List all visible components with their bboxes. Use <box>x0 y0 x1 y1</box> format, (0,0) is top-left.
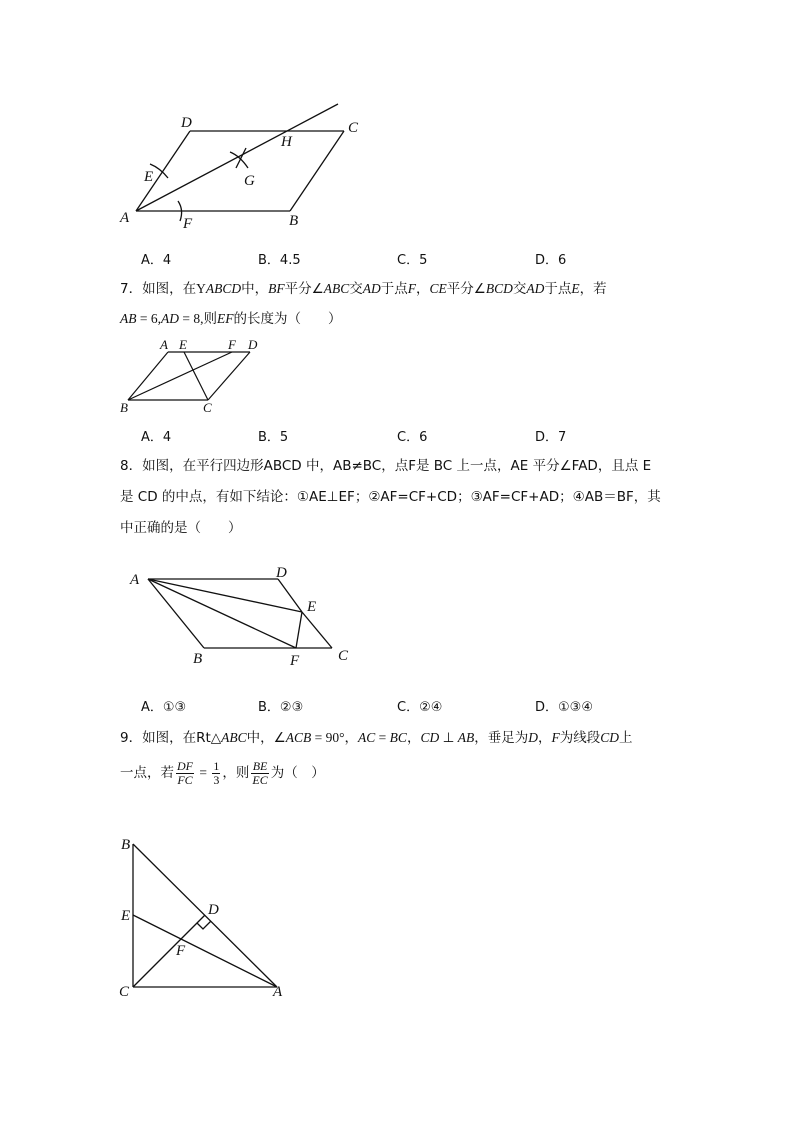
side-dc <box>208 352 250 400</box>
segment-ea <box>133 915 277 987</box>
segment-af <box>148 579 296 648</box>
segment-ce <box>184 352 208 400</box>
label-g: G <box>244 173 255 189</box>
side-bc <box>290 131 344 211</box>
figure-q7-parallelogram <box>115 334 265 418</box>
q8-option-c: C．②④ <box>397 700 443 715</box>
segment-cd <box>133 915 205 987</box>
label-e: E <box>179 337 187 352</box>
arc-g2 <box>236 148 246 168</box>
q9-stem-line2: 一点，若 $\frac{DF}{FC}$ = $\frac{1}{3}$ ，则 $\frac{BE}{EC}$ 为（ ） <box>120 758 325 787</box>
q7-option-b: B．5 <box>258 430 289 445</box>
label-b: B <box>120 400 128 415</box>
fraction-df-fc: $\frac{DF}{FC}$ <box>177 758 193 787</box>
label-a: A <box>273 984 283 1000</box>
label-c: C <box>348 120 359 136</box>
label-h: H <box>281 134 292 150</box>
label-d: D <box>276 565 287 581</box>
segment-ef <box>296 612 302 648</box>
label-b: B <box>121 837 131 853</box>
figure-q6-parallelogram <box>110 95 370 235</box>
q7-stem-line2: AB = 6,AD = 8,则EF的长度为（ ） <box>120 311 342 327</box>
label-c: C <box>338 648 349 664</box>
q7-option-a: A．4 <box>141 430 172 445</box>
side-ec <box>302 612 332 648</box>
label-e: E <box>121 908 131 924</box>
q7-option-d: D．7 <box>535 430 567 445</box>
right-angle-mark <box>197 921 211 929</box>
side-ba <box>128 352 168 400</box>
label-a: A <box>120 210 130 226</box>
q8-stem-line2: 是 CD 的中点，有如下结论：①AE⊥EF；②AF=CF+CD；③AF=CF+AD；④AB＝BF，其 <box>120 489 661 505</box>
label-e: E <box>307 599 317 615</box>
q7-option-c: C．6 <box>397 430 428 445</box>
figure-q9-right-triangle <box>110 830 300 1005</box>
label-e: E <box>144 169 154 185</box>
q7-stem-line1: 7．如图，在YABCD中，BF平分∠ABC交AD于点F，CE平分∠BCD交AD于点E，若 <box>120 281 607 297</box>
q6-option-b: B．4.5 <box>258 253 301 268</box>
q8-stem-line1: 8．如图，在平行四边形ABCD 中，AB≠BC，点F是 BC 上一点，AE 平分∠FAD，且点 E <box>120 458 652 474</box>
q9-stem-line1: 9．如图，在Rt△ABC中，∠ACB = 90°，AC = BC，CD ⊥ AB，垂足为D，F为线段CD上 <box>120 730 633 746</box>
label-f: F <box>176 943 186 959</box>
label-f: F <box>228 337 236 352</box>
label-a: A <box>130 572 140 588</box>
label-b: B <box>289 213 299 229</box>
fraction-one-third: $\frac{1}{3}$ <box>213 758 220 787</box>
q6-option-d: D．6 <box>535 253 567 268</box>
label-d: D <box>208 902 219 918</box>
q8-option-a: A．①③ <box>141 700 187 715</box>
q6-option-c: C．5 <box>397 253 428 268</box>
q8-option-d: D．①③④ <box>535 700 593 715</box>
label-f: F <box>290 653 300 669</box>
label-d: D <box>248 337 258 352</box>
label-a: A <box>160 337 168 352</box>
label-c: C <box>203 400 212 415</box>
label-c: C <box>119 984 130 1000</box>
figure-q8-parallelogram <box>120 560 360 670</box>
label-f: F <box>183 216 193 232</box>
q8-option-b: B．②③ <box>258 700 304 715</box>
label-d: D <box>181 115 192 131</box>
q6-option-a: A．4 <box>141 253 172 268</box>
label-b: B <box>193 651 203 667</box>
segment-bf <box>128 352 232 400</box>
fraction-be-ec: $\frac{BE}{EC}$ <box>252 758 268 787</box>
q8-stem-line3: 中正确的是（ ） <box>120 520 242 536</box>
bisector-ray <box>136 104 338 211</box>
